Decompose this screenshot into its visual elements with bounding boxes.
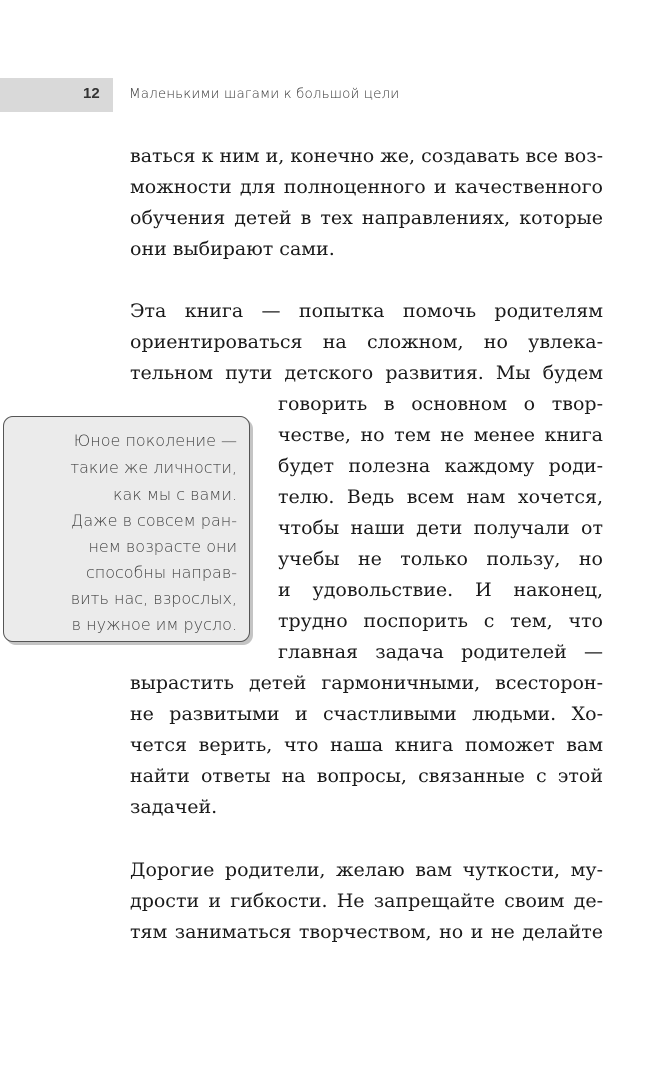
body-line: можности для полноценного и качественного (130, 176, 603, 198)
body-line: честве, но тем не менее книга (278, 424, 603, 446)
quote-line: вить нас, взрослых, (70, 589, 237, 608)
body-line: ваться к ним и, конечно же, создавать все воз- (130, 145, 604, 167)
body-line: вырастить детей гармоничными, всесторон- (130, 672, 603, 694)
page-number: 12 (83, 85, 100, 102)
body-line: будет полезна каждому роди- (278, 455, 603, 477)
body-line: найти ответы на вопросы, связанные с этой (130, 765, 603, 787)
body-line: чтобы наши дети получали от (278, 517, 603, 539)
body-line: учебы не только пользу, но (278, 548, 603, 570)
body-line: главная задача родителей — (278, 641, 603, 663)
body-line: они выбирают сами. (130, 238, 335, 260)
body-line: чется верить, что наша книга поможет вам (130, 734, 603, 756)
quote-line: Даже в совсем ран- (70, 511, 237, 530)
body-line: тельном пути детского развития. Мы будем (130, 362, 603, 384)
body-line: телю. Ведь всем нам хочется, (278, 486, 603, 508)
quote-line: такие же личности, (70, 458, 237, 477)
quote-line: нем возрасте они (88, 537, 237, 556)
body-line: Эта книга — попытка помочь родителям (130, 300, 603, 322)
body-line: обучения детей в тех направлениях, которые (130, 207, 603, 229)
body-line: ориентироваться на сложном, но увлека- (130, 331, 603, 353)
quote-line: способны направ- (85, 563, 237, 582)
sidebar-quote-box (3, 416, 250, 642)
body-line: Дорогие родители, желаю вам чуткости, му- (130, 859, 603, 881)
quote-line: как мы с вами. (112, 485, 237, 504)
body-line: говорить в основном о твор- (278, 393, 603, 415)
quote-line: в нужное им русло. (71, 615, 237, 634)
quote-line: Юное поколение — (73, 431, 237, 450)
body-line: задачей. (130, 796, 218, 818)
running-title: Маленькими шагами к большой цели (129, 86, 400, 102)
body-line: тям заниматься творчеством, но и не делайте (130, 921, 603, 943)
body-line: дрости и гибкости. Не запрещайте своим де- (130, 890, 603, 912)
body-line: трудно поспорить с тем, что (278, 610, 603, 632)
body-line: и удовольствие. И наконец, (278, 579, 603, 601)
body-line: не развитыми и счастливыми людьми. Хо- (130, 703, 603, 725)
